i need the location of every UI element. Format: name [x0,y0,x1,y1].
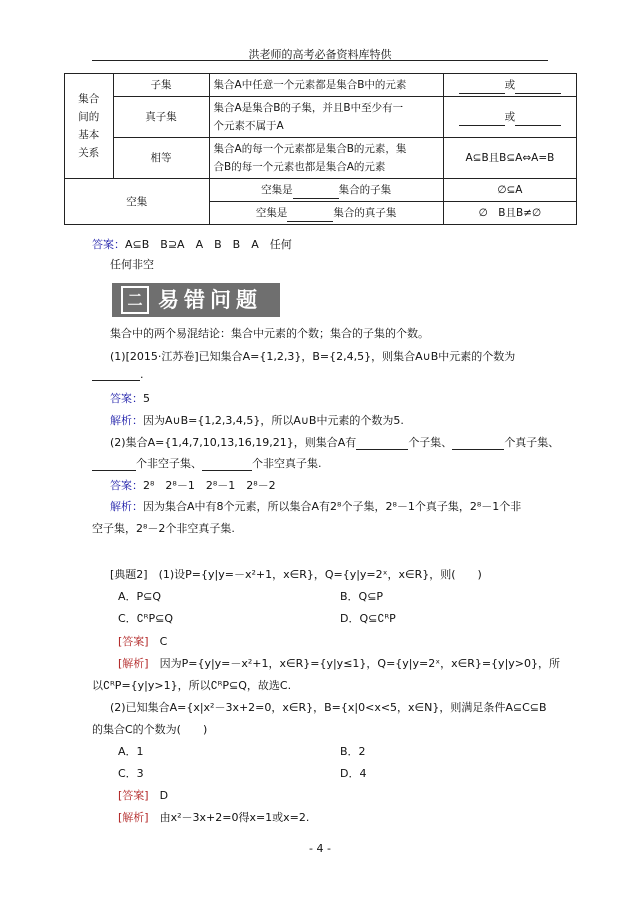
relation-symbol: 或 [443,74,576,97]
option-b: B．2 [340,745,366,758]
relation-name: 相等 [113,138,209,179]
answer-line: 答案：5 [110,392,150,405]
analysis-line: 解析：因为集合A中有8个元素，所以集合A有2⁸个子集，2⁸－1个真子集，2⁸－1个非 [110,500,522,513]
relation-name: 子集 [113,74,209,97]
question-text: 个非空子集、 个非空真子集. [92,455,322,471]
option-a: A．1 [118,745,144,758]
example-question: [典题2] (1)设P={y|y=－x²+1，x∈R}，Q={y|y=2ˣ，x∈R}，则( ) [110,568,482,581]
section-banner [112,283,280,317]
question-text: (1)[2015·江苏卷]已知集合A={1,2,3}，B={2,4,5}，则集合A∪B中元素的个数为 [110,350,516,363]
answer-line: 答案：A⊆B B⊇A A B B A 任何 [92,238,292,251]
answer-line-2: 任何非空 [110,258,154,271]
page-header-title: 洪老师的高考必备资料库特供 [248,48,392,61]
empty-set-symbol: ∅ B且B≠∅ [443,202,576,225]
intro-text: 集合中的两个易混结论：集合中元素的个数；集合的子集的个数。 [110,327,429,340]
option-c: C．3 [118,767,144,780]
page-number: - 4 - [309,842,331,855]
question-text: . [92,368,144,381]
set-relations-table [64,73,577,225]
section-title: 易错问题 [158,288,262,312]
empty-set-label: 空集 [65,179,210,225]
relation-name: 真子集 [113,97,209,138]
table-row [65,97,577,138]
empty-set-property: 空集是 集合的子集 [209,179,443,202]
answer-line: [答案] D [118,789,169,802]
table-row [65,138,577,179]
example-question: (2)已知集合A={x|x²－3x+2=0，x∈R}，B={x|0<x<5，x∈N}，则满足条件A⊆C⊆B [110,701,547,714]
answer-line: 答案：2⁸ 2⁸－1 2⁸－1 2⁸－2 [110,479,276,492]
empty-set-property: 空集是 集合的真子集 [209,202,443,225]
analysis-line: 解析：因为A∪B={1,2,3,4,5}，所以A∪B中元素的个数为5. [110,414,404,427]
analysis-line: 空子集，2⁸－2个非空真子集. [92,522,235,535]
relation-definition: 集合A中任意一个元素都是集合B中的元素 [209,74,443,97]
question-text: (2)集合A={1,4,7,10,13,16,19,21}，则集合A有 个子集、 个真子集、 [110,436,560,449]
option-a: A．P⊆Q [118,590,162,603]
analysis-line: 以∁ᴿP={y|y>1}，所以∁ᴿP⊆Q，故选C. [92,679,292,692]
relation-definition: 集合A的每一个元素都是集合B的元素，集 合B的每一个元素也都是集合A的元素 [209,138,443,179]
option-b: B．Q⊆P [340,590,384,603]
empty-set-symbol: ∅⊆A [443,179,576,202]
example-question: 的集合C的个数为( ) [92,723,208,736]
analysis-line: [解析] 因为P={y|y=－x²+1，x∈R}={y|y≤1}，Q={y|y=2ˣ，x∈R}={y|y>0}，所 [118,657,560,670]
table-row [65,74,577,97]
relation-definition: 集合A是集合B的子集，并且B中至少有一 个元素不属于A [209,97,443,138]
header-divider [92,60,548,61]
option-d: D．Q⊆∁ᴿP [340,612,396,625]
table-row [65,179,577,202]
section-number: 二 [121,286,149,314]
analysis-line: [解析] 由x²－3x+2=0得x=1或x=2. [118,811,310,824]
group-label-cell: 集合 间的 基本 关系 [65,74,114,179]
relation-symbol: A⊆B且B⊆A⇔A=B [443,138,576,179]
option-c: C．∁ᴿP⊆Q [118,612,173,625]
relation-symbol: 或 [443,97,576,138]
answer-line: [答案] C [118,635,168,648]
option-d: D．4 [340,767,367,780]
